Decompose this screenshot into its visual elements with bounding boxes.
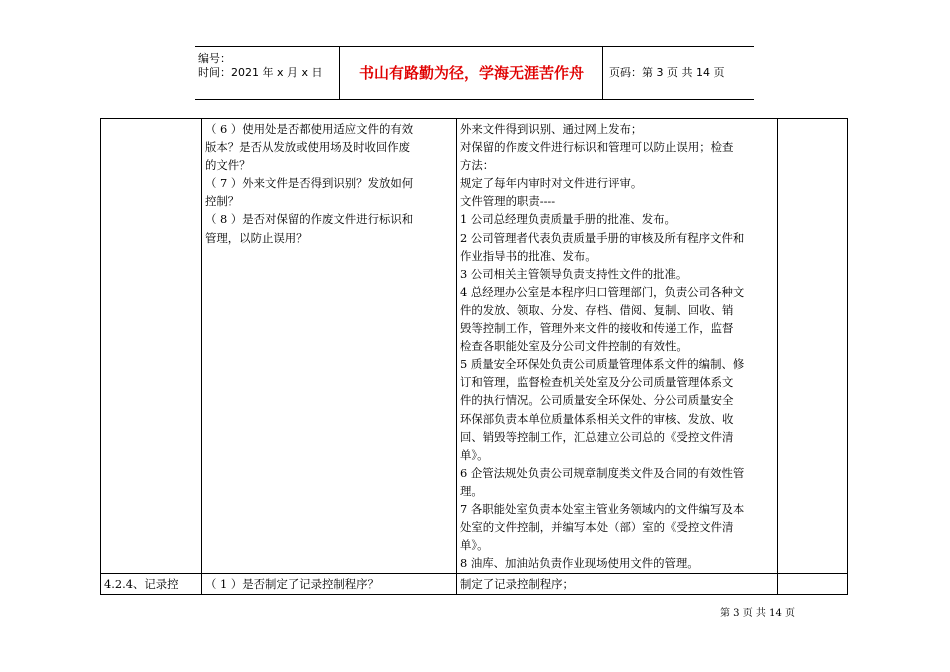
findings-cell [457,574,778,595]
text-line: 规定了每年内审时对文件进行评审。 [460,176,643,191]
text-line: 4 总经理办公室是本程序归口管理部门，负责公司各种文 [460,284,745,299]
text-line: 件的执行情况。公司质量安全环保处、分公司质量安全 [460,393,734,408]
text-line: （ 1 ）是否制定了记录控制程序？ [205,577,379,592]
text-line: 制定了记录控制程序； [460,577,574,592]
text-line: 环保部负责本单位质量体系相关文件的审核、发放、收 [460,411,734,426]
header-motto: 书山有路勤为径，学海无涯苦作舟 [341,47,603,99]
text-line: 6 企管法规处负责公司规章制度类文件及合同的有效性管 [460,465,745,480]
text-line: 毁等控制工作，管理外来文件的接收和传递工作，监督 [460,321,734,336]
text-line: 3 公司相关主管领导负责支持性文件的批准。 [460,266,688,281]
text-line: 文件管理的职责---- [460,194,556,209]
text-line: 2 公司管理者代表负责质量手册的审核及所有程序文件和 [460,230,745,245]
text-line: 管理，以防止误用？ [205,230,308,245]
audit-checklist-table [100,118,848,595]
document-number-label: 编号： [198,52,231,65]
table-row [101,574,848,595]
document-date: 时间：2021 年 x 月 x 日 [198,66,323,79]
text-line: 5 质量安全环保处负责公司质量管理体系文件的编制、修 [460,357,745,372]
remark-cell [778,119,848,574]
header-meta [195,47,340,99]
text-line: 单》。 [460,447,489,462]
table-row [101,119,848,574]
remark-cell [778,574,848,595]
text-line: 作业指导书的批准、发布。 [460,248,597,263]
text-line: 版本？是否从发放或使用场及时收回作废 [205,140,411,155]
text-line: 方法： [460,158,495,173]
text-line: 回、销毁等控制工作，汇总建立公司总的《受控文件清 [460,429,734,444]
text-line: 处室的文件控制，并编写本处（部）室的《受控文件清 [460,520,734,535]
text-line: 订和管理，监督检查机关处室及分公司质量管理体系文 [460,375,734,390]
text-line: 单》。 [460,538,489,553]
questions-cell [202,119,457,574]
text-line: 对保留的作废文件进行标识和管理可以防止误用；检查 [460,140,734,155]
text-line: 8 油库、加油站负责作业现场使用文件的管理。 [460,556,699,571]
header-page-number: 页码：第 3 页 共 14 页 [609,66,725,79]
text-line: （ 8 ）是否对保留的作废文件进行标识和 [205,212,414,227]
text-line: 检查各职能处室及分公司文件控制的有效性。 [460,339,688,354]
text-line: 件的发放、领取、分发、存档、借阅、复制、回收、销 [460,302,734,317]
text-line: （ 6 ）使用处是否都使用适应文件的有效 [205,122,414,136]
page-header [195,46,754,100]
page-footer: 第 3 页 共 14 页 [720,608,795,619]
text-line: 的文件？ [205,158,251,173]
questions-cell [202,574,457,595]
text-line: 控制？ [205,194,240,209]
clause-cell: 4.2.4、记录控 [101,574,202,595]
text-line: 理。 [460,483,483,498]
clause-cell [101,119,202,574]
text-line: 1 公司总经理负责质量手册的批准、发布。 [460,212,676,227]
text-line: （ 7 ）外来文件是否得到识别？发放如何 [205,176,414,191]
text-line: 7 各职能处室负责本处室主管业务领域内的文件编写及本 [460,501,745,516]
text-line: 外来文件得到识别、通过网上发布； [460,122,643,136]
findings-cell [457,119,778,574]
